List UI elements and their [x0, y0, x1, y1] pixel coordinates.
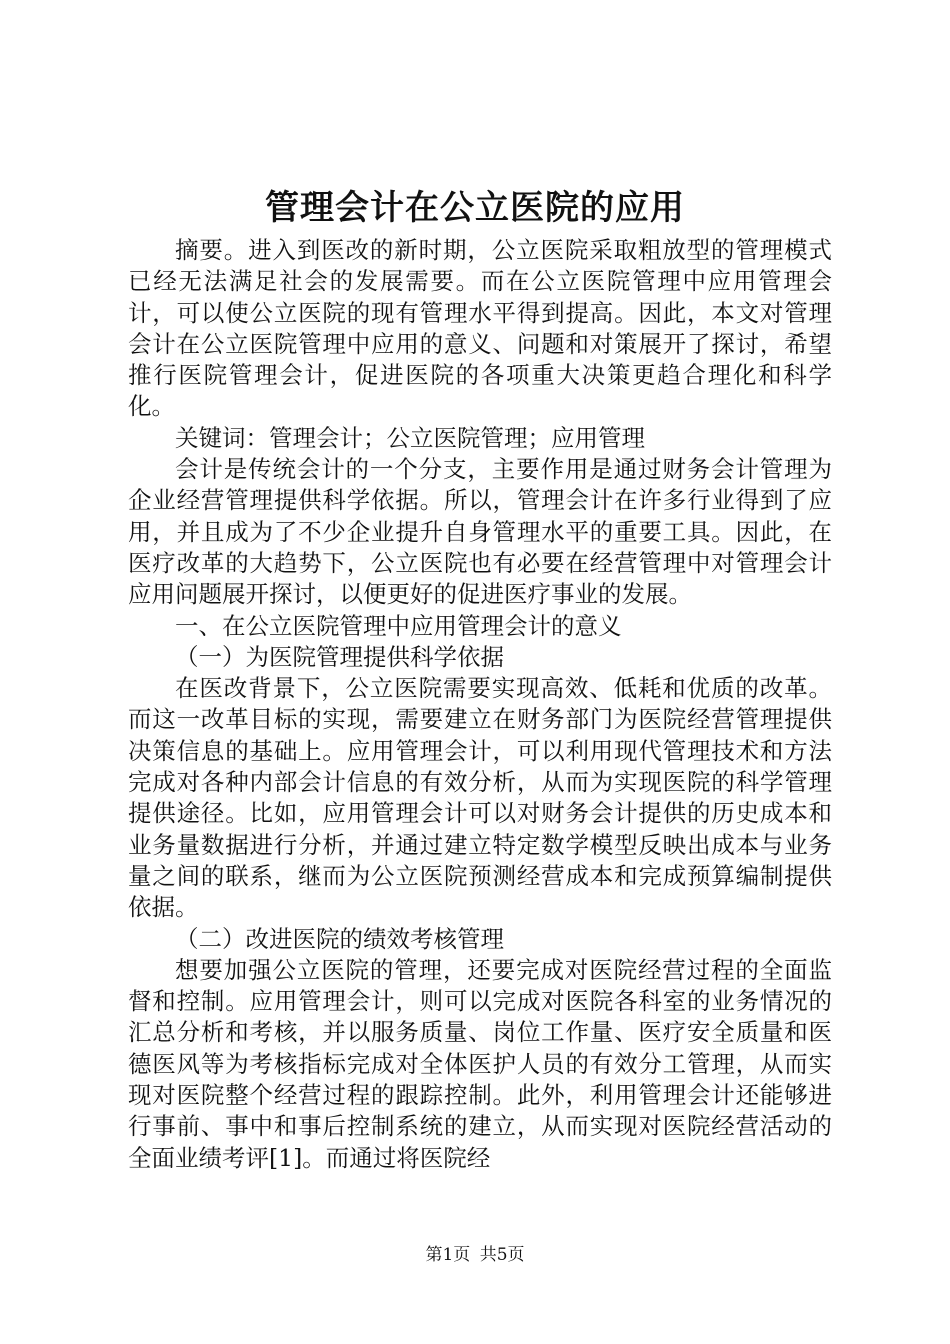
document-title: 管理会计在公立医院的应用 — [265, 188, 685, 228]
body-paragraph: 在医改背景下，公立医院需要实现高效、低耗和优质的改革。而这一改革目标的实现，需要建立在财务部门为医院经营管理提供决策信息的基础上。应用管理会计，可以利用现代管理技术和方法完成对各种内部会计信息的有效分析，从而为实现医院的科学管理提供途径。比如，应用管理会计可以对财务会计提供的历史成本和业务量数据进行分析，并通过建立特定数学模型反映出成本与业务量之间的联系，继而为公立医院预测经营成本和完成预算编制提供依据。 — [128, 674, 832, 922]
page-number: 第1页 — [425, 1245, 471, 1265]
subsection-heading: （二）改进医院的绩效考核管理 — [175, 924, 504, 953]
document-body — [128, 235, 832, 1174]
body-paragraph: 想要加强公立医院的管理，还要完成对医院经营过程的全面监督和控制。应用管理会计，则可以完成对医院各科室的业务情况的汇总分析和考核，并以服务质量、岗位工作量、医疗安全质量和医德医风等为考核指标完成对全体医护人员的有效分工管理，从而实现对医院整个经营过程的跟踪控制。此外，利用管理会计还能够进行事前、事中和事后控制系统的建立，从而实现对医院经营活动的全面业绩考评[1]。而通过将医院经 — [128, 955, 832, 1172]
subsection-heading: （一）为医院管理提供科学依据 — [175, 642, 504, 671]
page-footer — [0, 1243, 950, 1267]
section-heading: 一、在公立医院管理中应用管理会计的意义 — [175, 611, 622, 640]
page-total: 共5页 — [479, 1245, 525, 1265]
keywords-paragraph: 关键词：管理会计；公立医院管理；应用管理 — [175, 423, 645, 452]
abstract-paragraph: 摘要。进入到医改的新时期，公立医院采取粗放型的管理模式已经无法满足社会的发展需要。而在公立医院管理中应用管理会计，可以使公立医院的现有管理水平得到提高。因此，本文对管理会计在公立医院管理中应用的意义、问题和对策展开了探讨，希望推行医院管理会计，促进医院的各项重大决策更趋合理化和科学化。 — [128, 236, 832, 421]
intro-paragraph: 会计是传统会计的一个分支，主要作用是通过财务会计管理为企业经营管理提供科学依据。所以，管理会计在许多行业得到了应用，并且成为了不少企业提升自身管理水平的重要工具。因此，在医疗改革的大趋势下，公立医院也有必要在经营管理中对管理会计应用问题展开探讨，以便更好的促进医疗事业的发展。 — [128, 455, 832, 609]
